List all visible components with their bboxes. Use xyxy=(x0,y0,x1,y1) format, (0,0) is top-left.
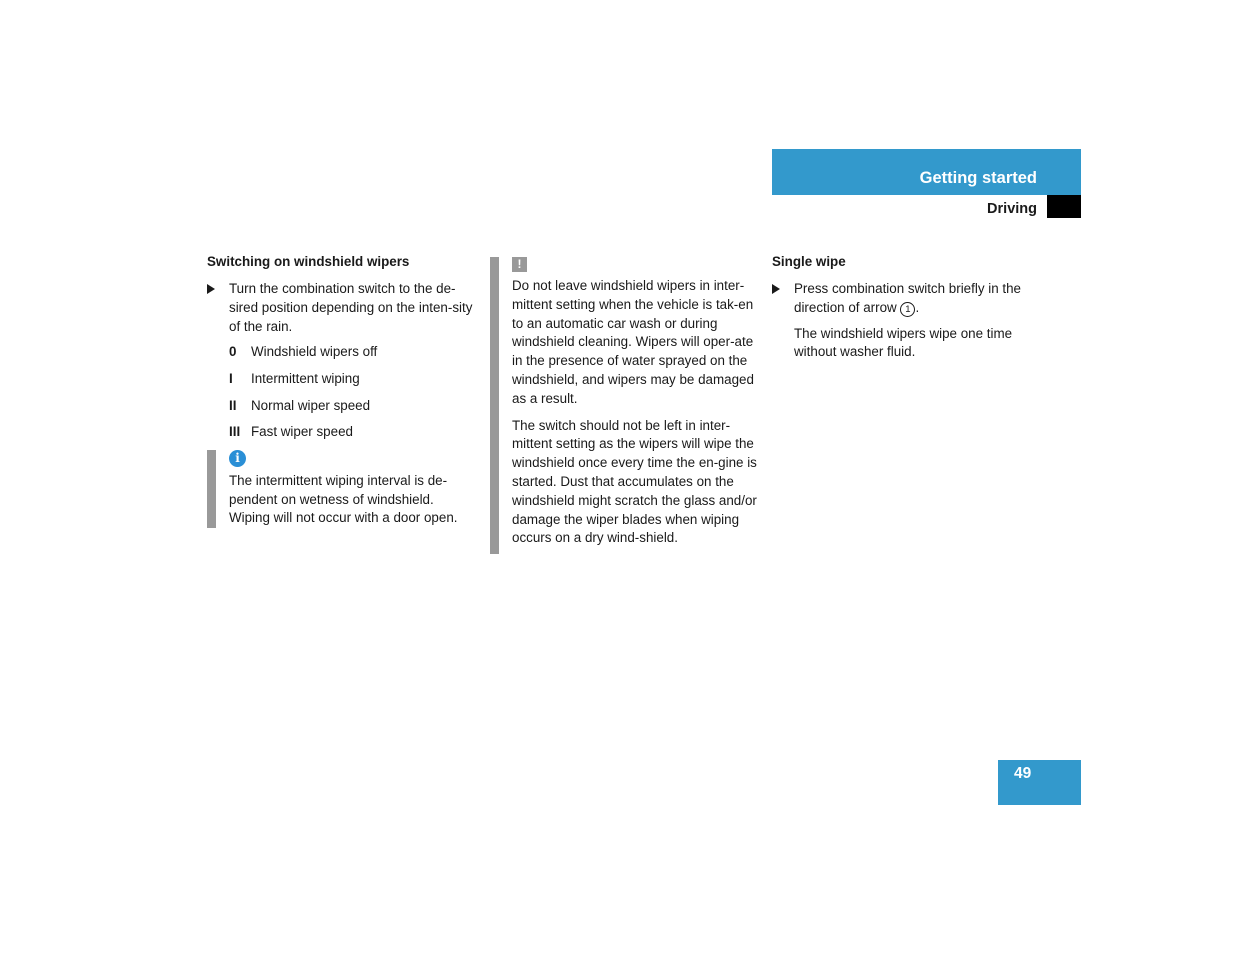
switch-position-item xyxy=(229,370,477,389)
instruction-text-end: . xyxy=(915,299,920,315)
instruction-text xyxy=(794,280,1042,318)
chapter-header xyxy=(772,149,1081,195)
position-label: Windshield wipers off xyxy=(251,344,378,360)
position-key: 0 xyxy=(229,344,237,360)
position-label: Fast wiper speed xyxy=(251,424,353,440)
arrow-number-icon: 1 xyxy=(900,302,915,317)
note-bar xyxy=(207,450,216,528)
bullet-arrow-icon xyxy=(207,284,215,294)
section-marker xyxy=(1047,195,1081,218)
info-note xyxy=(207,450,477,528)
warning-icon: ! xyxy=(512,257,527,272)
switch-position-item xyxy=(229,423,477,442)
result-text: The windshield wipers wipe one time without washer fluid. xyxy=(794,325,1013,360)
warning-paragraph: Do not leave windshield wipers in inter-mittent setting when the vehicle is tak-en to an automatic car wash or during windshield cleaning. Wipers will oper-ate in the presence of water sprayed on the windshield, and wipers may be damaged as a result. xyxy=(512,278,754,406)
middle-column xyxy=(490,257,760,554)
bullet-arrow-icon xyxy=(772,284,780,294)
info-icon: i xyxy=(229,450,246,467)
chapter-title: Getting started xyxy=(919,169,1037,187)
instruction-text-main: Press combination switch briefly in the direction of arrow xyxy=(794,281,1021,315)
section-title: Driving xyxy=(987,201,1037,217)
position-key: II xyxy=(229,397,237,413)
right-column xyxy=(772,252,1042,362)
warning-paragraph: The switch should not be left in inter-mittent setting as the wipers will wipe the windshield once every time the en-gine is started. Dust that accumulates on the windshield might scratch the glass and/or damage the wiper blades when wiping occurs on a dry wind-shield. xyxy=(512,417,757,546)
instruction-step xyxy=(772,280,1042,362)
page-number-box xyxy=(998,760,1081,805)
note-bar xyxy=(490,257,499,554)
warning-note xyxy=(490,257,760,554)
position-key: III xyxy=(229,424,241,440)
page-number: 49 xyxy=(1014,765,1032,782)
switch-positions-list xyxy=(207,343,477,442)
section-heading-single-wipe: Single wipe xyxy=(772,254,846,269)
left-column xyxy=(207,252,477,528)
position-key: I xyxy=(229,370,233,386)
position-label: Intermittent wiping xyxy=(251,370,360,386)
info-note-text: The intermittent wiping interval is de-pendent on wetness of windshield. Wiping will not occur with a door open. xyxy=(229,472,458,526)
position-label: Normal wiper speed xyxy=(251,397,371,413)
switch-position-item xyxy=(229,397,477,416)
switch-position-item xyxy=(229,343,477,362)
instruction-step xyxy=(207,280,477,336)
instruction-text: Turn the combination switch to the de-sired position depending on the inten-sity of the rain. xyxy=(229,281,473,334)
section-heading-wipers: Switching on windshield wipers xyxy=(207,254,410,269)
